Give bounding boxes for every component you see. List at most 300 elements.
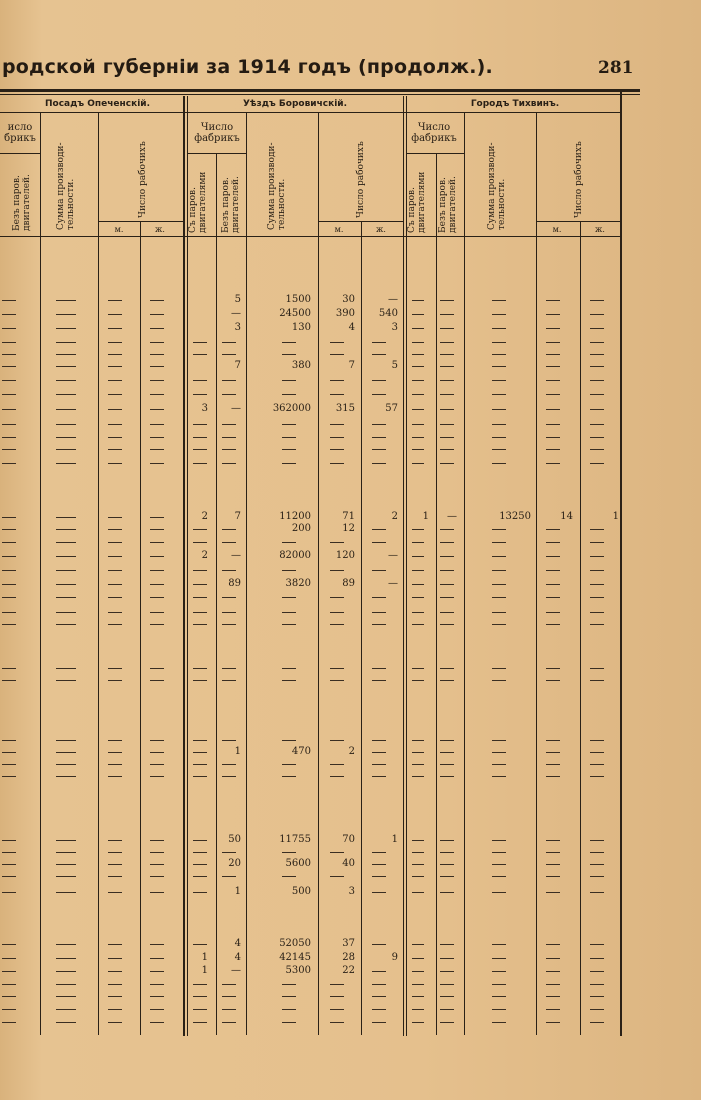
table-cell: — xyxy=(388,550,398,561)
dash-mark xyxy=(412,668,424,669)
dash-mark xyxy=(282,740,296,741)
dash-mark xyxy=(590,300,604,301)
table-cell: — xyxy=(231,550,241,561)
dash-mark xyxy=(492,542,506,543)
table-cell: 380 xyxy=(291,360,311,371)
dash-mark xyxy=(546,424,560,425)
dash-mark xyxy=(108,996,122,997)
dash-mark xyxy=(108,764,122,765)
dash-mark xyxy=(2,892,16,893)
dash-mark xyxy=(2,380,16,381)
dash-mark xyxy=(372,449,386,450)
dash-mark xyxy=(150,840,164,841)
dash-mark xyxy=(282,1022,296,1023)
dash-mark xyxy=(2,958,16,959)
dash-mark xyxy=(590,437,604,438)
table-cell: 3 xyxy=(391,322,398,333)
dash-mark xyxy=(412,380,424,381)
dash-mark xyxy=(492,463,506,464)
dash-mark xyxy=(282,984,296,985)
dash-mark xyxy=(330,740,344,741)
dash-mark xyxy=(372,984,386,985)
table-cell: 22 xyxy=(342,965,355,976)
dash-mark xyxy=(590,840,604,841)
dash-mark xyxy=(440,958,454,959)
dash-mark xyxy=(150,752,164,753)
dash-mark xyxy=(193,668,207,669)
dash-mark xyxy=(2,680,16,681)
dash-mark xyxy=(108,612,122,613)
dash-mark xyxy=(492,624,506,625)
dash-mark xyxy=(330,876,344,877)
dash-mark xyxy=(546,996,560,997)
dash-mark xyxy=(330,624,344,625)
dash-mark xyxy=(56,996,76,997)
dash-mark xyxy=(108,409,122,410)
dash-mark xyxy=(222,776,236,777)
dash-mark xyxy=(193,776,207,777)
dash-mark xyxy=(372,764,386,765)
dash-mark xyxy=(150,300,164,301)
dash-mark xyxy=(108,1009,122,1010)
dash-mark xyxy=(412,409,424,410)
dash-mark xyxy=(222,394,236,395)
dash-mark xyxy=(222,529,236,530)
dash-mark xyxy=(56,380,76,381)
dash-mark xyxy=(330,354,344,355)
dash-mark xyxy=(590,529,604,530)
dash-mark xyxy=(440,764,454,765)
dash-mark xyxy=(330,342,344,343)
dash-mark xyxy=(372,944,386,945)
dash-mark xyxy=(440,314,454,315)
dash-mark xyxy=(546,852,560,853)
dash-mark xyxy=(546,463,560,464)
dash-mark xyxy=(2,424,16,425)
dash-mark xyxy=(282,764,296,765)
dash-mark xyxy=(590,876,604,877)
col-header-rabochikh-uezd: Число рабочихъ xyxy=(356,141,366,218)
dash-mark xyxy=(282,996,296,997)
table-cell: 1 xyxy=(234,886,241,897)
dash-mark xyxy=(590,668,604,669)
dash-mark xyxy=(193,996,207,997)
dash-mark xyxy=(492,380,506,381)
table-cell: 500 xyxy=(291,886,311,897)
dash-mark xyxy=(282,668,296,669)
table-cell: 11200 xyxy=(279,511,311,522)
dash-mark xyxy=(56,449,76,450)
dash-mark xyxy=(193,764,207,765)
dash-mark xyxy=(546,764,560,765)
dash-mark xyxy=(150,366,164,367)
table-cell: 1 xyxy=(612,511,619,522)
dash-mark xyxy=(440,944,454,945)
dash-mark xyxy=(546,437,560,438)
dash-mark xyxy=(590,984,604,985)
dash-mark xyxy=(492,424,506,425)
dash-mark xyxy=(282,680,296,681)
dash-mark xyxy=(590,449,604,450)
dash-mark xyxy=(492,314,506,315)
dash-mark xyxy=(330,394,344,395)
table-cell: 28 xyxy=(342,952,355,963)
group-label-borovichsky: Уѣздъ Боровичскій. xyxy=(242,99,348,109)
dash-mark xyxy=(150,624,164,625)
dash-mark xyxy=(372,424,386,425)
group-underline xyxy=(0,112,622,113)
dash-mark xyxy=(440,612,454,613)
header-rule-thick xyxy=(0,89,640,92)
dash-mark xyxy=(492,597,506,598)
dash-mark xyxy=(56,971,76,972)
dash-mark xyxy=(193,584,207,585)
dash-mark xyxy=(492,529,506,530)
table-cell: 20 xyxy=(228,858,241,869)
dash-mark xyxy=(546,354,560,355)
table-cell: 5600 xyxy=(285,858,311,869)
dash-mark xyxy=(546,740,560,741)
dash-mark xyxy=(372,892,386,893)
dash-mark xyxy=(150,449,164,450)
dash-mark xyxy=(108,944,122,945)
dash-mark xyxy=(372,996,386,997)
dash-mark xyxy=(150,463,164,464)
dash-mark xyxy=(150,597,164,598)
dash-mark xyxy=(546,328,560,329)
dash-mark xyxy=(282,876,296,877)
dash-mark xyxy=(282,380,296,381)
table-cell: 37 xyxy=(342,938,355,949)
dash-mark xyxy=(372,394,386,395)
dash-mark xyxy=(2,1022,16,1023)
dash-mark xyxy=(546,597,560,598)
dash-mark xyxy=(590,409,604,410)
dash-mark xyxy=(150,944,164,945)
dash-mark xyxy=(222,449,236,450)
dash-mark xyxy=(108,597,122,598)
dash-mark xyxy=(150,680,164,681)
dash-mark xyxy=(546,409,560,410)
dash-mark xyxy=(108,864,122,865)
dash-mark xyxy=(546,314,560,315)
dash-mark xyxy=(193,463,207,464)
table-cell: 42145 xyxy=(279,952,311,963)
dash-mark xyxy=(222,996,236,997)
dash-mark xyxy=(546,542,560,543)
dash-mark xyxy=(2,876,16,877)
dash-mark xyxy=(56,409,76,410)
dash-mark xyxy=(590,996,604,997)
dash-mark xyxy=(492,680,506,681)
dash-mark xyxy=(193,342,207,343)
dash-mark xyxy=(440,394,454,395)
dash-mark xyxy=(150,517,164,518)
page-number: 281 xyxy=(598,58,634,78)
dash-mark xyxy=(2,342,16,343)
dash-mark xyxy=(440,449,454,450)
dash-mark xyxy=(372,1009,386,1010)
table-cell: — xyxy=(388,294,398,305)
dash-mark xyxy=(546,984,560,985)
dash-mark xyxy=(330,996,344,997)
dash-mark xyxy=(412,680,424,681)
dash-mark xyxy=(150,354,164,355)
dash-mark xyxy=(222,597,236,598)
dash-mark xyxy=(440,380,454,381)
dash-mark xyxy=(282,1009,296,1010)
col-header-fabrik-tikhvin: Число фабрикъ xyxy=(411,122,457,144)
dash-mark xyxy=(440,984,454,985)
dash-mark xyxy=(412,752,424,753)
dash-mark xyxy=(56,437,76,438)
dash-mark xyxy=(56,517,76,518)
dash-mark xyxy=(150,740,164,741)
dash-mark xyxy=(590,852,604,853)
dash-mark xyxy=(412,449,424,450)
col-header-s-parov-uezd: Съ паров. двигателями xyxy=(188,171,208,233)
dash-mark xyxy=(590,958,604,959)
dash-mark xyxy=(222,624,236,625)
dash-mark xyxy=(222,354,236,355)
dash-mark xyxy=(492,1022,506,1023)
dash-mark xyxy=(372,971,386,972)
dash-mark xyxy=(222,542,236,543)
dash-mark xyxy=(546,944,560,945)
dash-mark xyxy=(440,680,454,681)
dash-mark xyxy=(330,852,344,853)
dash-mark xyxy=(193,570,207,571)
dash-mark xyxy=(150,556,164,557)
dash-mark xyxy=(546,1009,560,1010)
dash-mark xyxy=(330,424,344,425)
dash-mark xyxy=(150,776,164,777)
dash-mark xyxy=(546,449,560,450)
dash-mark xyxy=(440,740,454,741)
table-cell: 89 xyxy=(228,578,241,589)
dash-mark xyxy=(108,342,122,343)
dash-mark xyxy=(222,1009,236,1010)
dash-mark xyxy=(108,517,122,518)
dash-mark xyxy=(222,680,236,681)
dash-mark xyxy=(150,437,164,438)
dash-mark xyxy=(492,668,506,669)
dash-mark xyxy=(546,584,560,585)
dash-mark xyxy=(546,958,560,959)
dash-mark xyxy=(108,852,122,853)
dash-mark xyxy=(440,556,454,557)
dash-mark xyxy=(546,342,560,343)
dash-mark xyxy=(440,1009,454,1010)
dash-mark xyxy=(492,1009,506,1010)
dash-mark xyxy=(2,354,16,355)
dash-mark xyxy=(2,314,16,315)
dash-mark xyxy=(590,1009,604,1010)
dash-mark xyxy=(108,328,122,329)
dash-mark xyxy=(222,668,236,669)
dash-mark xyxy=(282,463,296,464)
dash-mark xyxy=(412,996,424,997)
dash-mark xyxy=(412,944,424,945)
dash-mark xyxy=(412,556,424,557)
dash-mark xyxy=(56,529,76,530)
dash-mark xyxy=(193,984,207,985)
dash-mark xyxy=(2,764,16,765)
dash-mark xyxy=(56,463,76,464)
dash-mark xyxy=(2,449,16,450)
dash-mark xyxy=(2,517,16,518)
dash-mark xyxy=(282,354,296,355)
table-cell: 2 xyxy=(391,511,398,522)
dash-mark xyxy=(546,366,560,367)
dash-mark xyxy=(150,764,164,765)
table-cell: 7 xyxy=(348,360,355,371)
col-header-bez-parov-uezd: Безъ паров. двигателей. xyxy=(221,176,241,233)
header-rule-thin xyxy=(0,94,640,95)
dash-mark xyxy=(440,409,454,410)
dash-mark xyxy=(193,449,207,450)
dash-mark xyxy=(412,529,424,530)
dash-mark xyxy=(108,971,122,972)
dash-mark xyxy=(108,752,122,753)
table-cell: 12 xyxy=(342,523,355,534)
dash-mark xyxy=(440,840,454,841)
dash-mark xyxy=(282,624,296,625)
table-cell: 1 xyxy=(201,965,208,976)
table-cell: 2 xyxy=(201,511,208,522)
dash-mark xyxy=(56,776,76,777)
dash-mark xyxy=(108,449,122,450)
dash-mark xyxy=(372,864,386,865)
dash-mark xyxy=(150,394,164,395)
dash-mark xyxy=(56,556,76,557)
dash-mark xyxy=(330,776,344,777)
dash-mark xyxy=(412,764,424,765)
dash-mark xyxy=(56,624,76,625)
dash-mark xyxy=(330,680,344,681)
table-cell: 71 xyxy=(342,511,355,522)
dash-mark xyxy=(372,597,386,598)
dash-mark xyxy=(590,864,604,865)
dash-mark xyxy=(330,1009,344,1010)
dash-mark xyxy=(492,354,506,355)
dash-mark xyxy=(56,840,76,841)
dash-mark xyxy=(56,852,76,853)
dash-mark xyxy=(492,996,506,997)
dash-mark xyxy=(546,668,560,669)
dash-mark xyxy=(222,570,236,571)
dash-mark xyxy=(150,996,164,997)
dash-mark xyxy=(590,680,604,681)
table-cell: 3 xyxy=(234,322,241,333)
dash-mark xyxy=(193,944,207,945)
dash-mark xyxy=(440,529,454,530)
table-cell: 5 xyxy=(234,294,241,305)
dash-mark xyxy=(282,597,296,598)
dash-mark xyxy=(2,463,16,464)
dash-mark xyxy=(412,892,424,893)
dash-mark xyxy=(56,342,76,343)
dash-mark xyxy=(546,1022,560,1023)
dash-mark xyxy=(412,840,424,841)
dash-mark xyxy=(150,958,164,959)
dash-mark xyxy=(193,424,207,425)
dash-mark xyxy=(440,570,454,571)
dash-mark xyxy=(193,680,207,681)
dash-mark xyxy=(193,354,207,355)
col-header-rabochikh: Число рабочихъ xyxy=(138,141,148,218)
dash-mark xyxy=(330,380,344,381)
dash-mark xyxy=(440,752,454,753)
dash-mark xyxy=(2,624,16,625)
table-cell: 3 xyxy=(348,886,355,897)
dash-mark xyxy=(222,437,236,438)
table-cell: 1 xyxy=(391,834,398,845)
dash-mark xyxy=(492,764,506,765)
dash-mark xyxy=(372,624,386,625)
dash-mark xyxy=(56,876,76,877)
dash-mark xyxy=(440,366,454,367)
dash-mark xyxy=(440,864,454,865)
col-header-m-uezd: м. xyxy=(334,225,344,234)
dash-mark xyxy=(440,1022,454,1023)
col-header-bez-parov-tikhvin: Безъ паров. двигателей. xyxy=(438,176,458,233)
dash-mark xyxy=(372,463,386,464)
table-cell: 3820 xyxy=(285,578,311,589)
dash-mark xyxy=(282,612,296,613)
dash-mark xyxy=(193,852,207,853)
dash-mark xyxy=(56,944,76,945)
dash-mark xyxy=(492,394,506,395)
dash-mark xyxy=(546,394,560,395)
dash-mark xyxy=(412,1009,424,1010)
dash-mark xyxy=(440,437,454,438)
table-cell: 14 xyxy=(560,511,573,522)
dash-mark xyxy=(412,314,424,315)
col-header-fabrik-uezd: Число фабрикъ xyxy=(194,122,240,144)
dash-mark xyxy=(372,876,386,877)
dash-mark xyxy=(412,740,424,741)
dash-mark xyxy=(282,570,296,571)
dash-mark xyxy=(282,449,296,450)
dash-mark xyxy=(546,864,560,865)
dash-mark xyxy=(372,342,386,343)
dash-mark xyxy=(150,529,164,530)
dash-mark xyxy=(440,776,454,777)
dash-mark xyxy=(193,752,207,753)
dash-mark xyxy=(56,542,76,543)
dash-mark xyxy=(108,892,122,893)
table-cell: 82000 xyxy=(279,550,311,561)
dash-mark xyxy=(492,366,506,367)
dash-mark xyxy=(492,300,506,301)
dash-mark xyxy=(546,612,560,613)
dash-mark xyxy=(492,944,506,945)
dash-mark xyxy=(108,570,122,571)
dash-mark xyxy=(2,300,16,301)
dash-mark xyxy=(222,1022,236,1023)
dash-mark xyxy=(193,740,207,741)
table-cell: 315 xyxy=(335,403,355,414)
dash-mark xyxy=(108,314,122,315)
dash-mark xyxy=(2,584,16,585)
dash-mark xyxy=(412,584,424,585)
dash-mark xyxy=(56,612,76,613)
table-cell: 50 xyxy=(228,834,241,845)
dash-mark xyxy=(2,556,16,557)
dash-mark xyxy=(412,300,424,301)
table-cell: 4 xyxy=(234,938,241,949)
